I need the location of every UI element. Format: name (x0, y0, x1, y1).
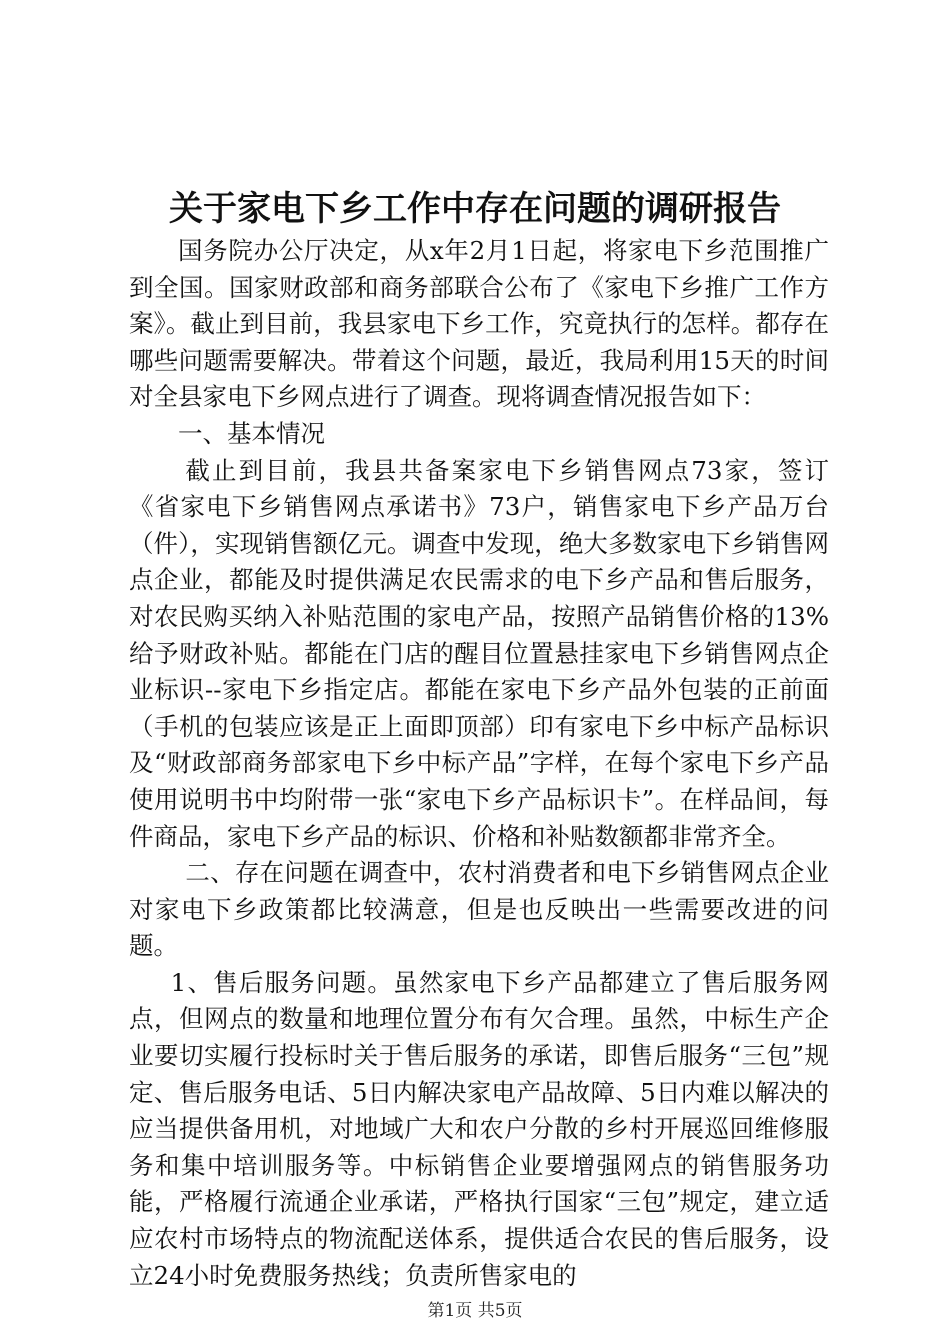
page-footer: 第1页 共5页 (427, 1301, 523, 1321)
document-body (129, 233, 829, 1294)
document-title: 关于家电下乡工作中存在问题的调研报告 (169, 189, 781, 229)
paragraph-basic-situation: 截止到目前，我县共备案家电下乡销售网点73家，签订《省家电下乡销售网点承诺书》73户，销售家电下乡产品万台（件），实现销售额亿元。调查中发现，绝大多数家电下乡销售网点企业，都能及时提供满足农民需求的电下乡产品和售后服务，对农民购买纳入补贴范围的家电产品，按照产品销售价格的13%给予财政补贴。都能在门店的醒目位置悬挂家电下乡销售网点企业标识--家电下乡指定店。都能在家电下乡产品外包装的正前面（手机的包装应该是正上面即顶部）印有家电下乡中标产品标识及“财政部商务部家电下乡中标产品”字样，在每个家电下乡产品使用说明书中均附带一张“家电下乡产品标识卡”。在样品间，每件商品，家电下乡产品的标识、价格和补贴数额都非常齐全。 (129, 455, 829, 851)
paragraph-existing-problems: 二、存在问题在调查中，农村消费者和电下乡销售网点企业对家电下乡政策都比较满意，但是也反映出一些需要改进的问题。 (129, 858, 829, 961)
paragraph-intro: 国务院办公厅决定，从x年2月1日起，将家电下乡范围推广到全国。国家财政部和商务部联合公布了《家电下乡推广工作方案》。截止到目前，我县家电下乡工作，究竟执行的怎样。都存在哪些问题需要解决。带着这个问题，最近，我局利用15天的时间对全县家电下乡网点进行了调查。现将调查情况报告如下： (129, 236, 829, 412)
paragraph-after-sales-service: 1、售后服务问题。虽然家电下乡产品都建立了售后服务网点，但网点的数量和地理位置分布有欠合理。虽然，中标生产企业要切实履行投标时关于售后服务的承诺，即售后服务“三包”规定、售后服务电话、5日内解决家电产品故障、5日内难以解决的应当提供备用机，对地域广大和农户分散的乡村开展巡回维修服务和集中培训服务等。中标销售企业要增强网点的销售服务功能，严格履行流通企业承诺，严格执行国家“三包”规定，建立适应农村市场特点的物流配送体系，提供适合农民的售后服务，设立24小时免费服务热线；负责所售家电的 (129, 967, 829, 1290)
section-heading-basic-situation: 一、基本情况 (178, 418, 325, 448)
